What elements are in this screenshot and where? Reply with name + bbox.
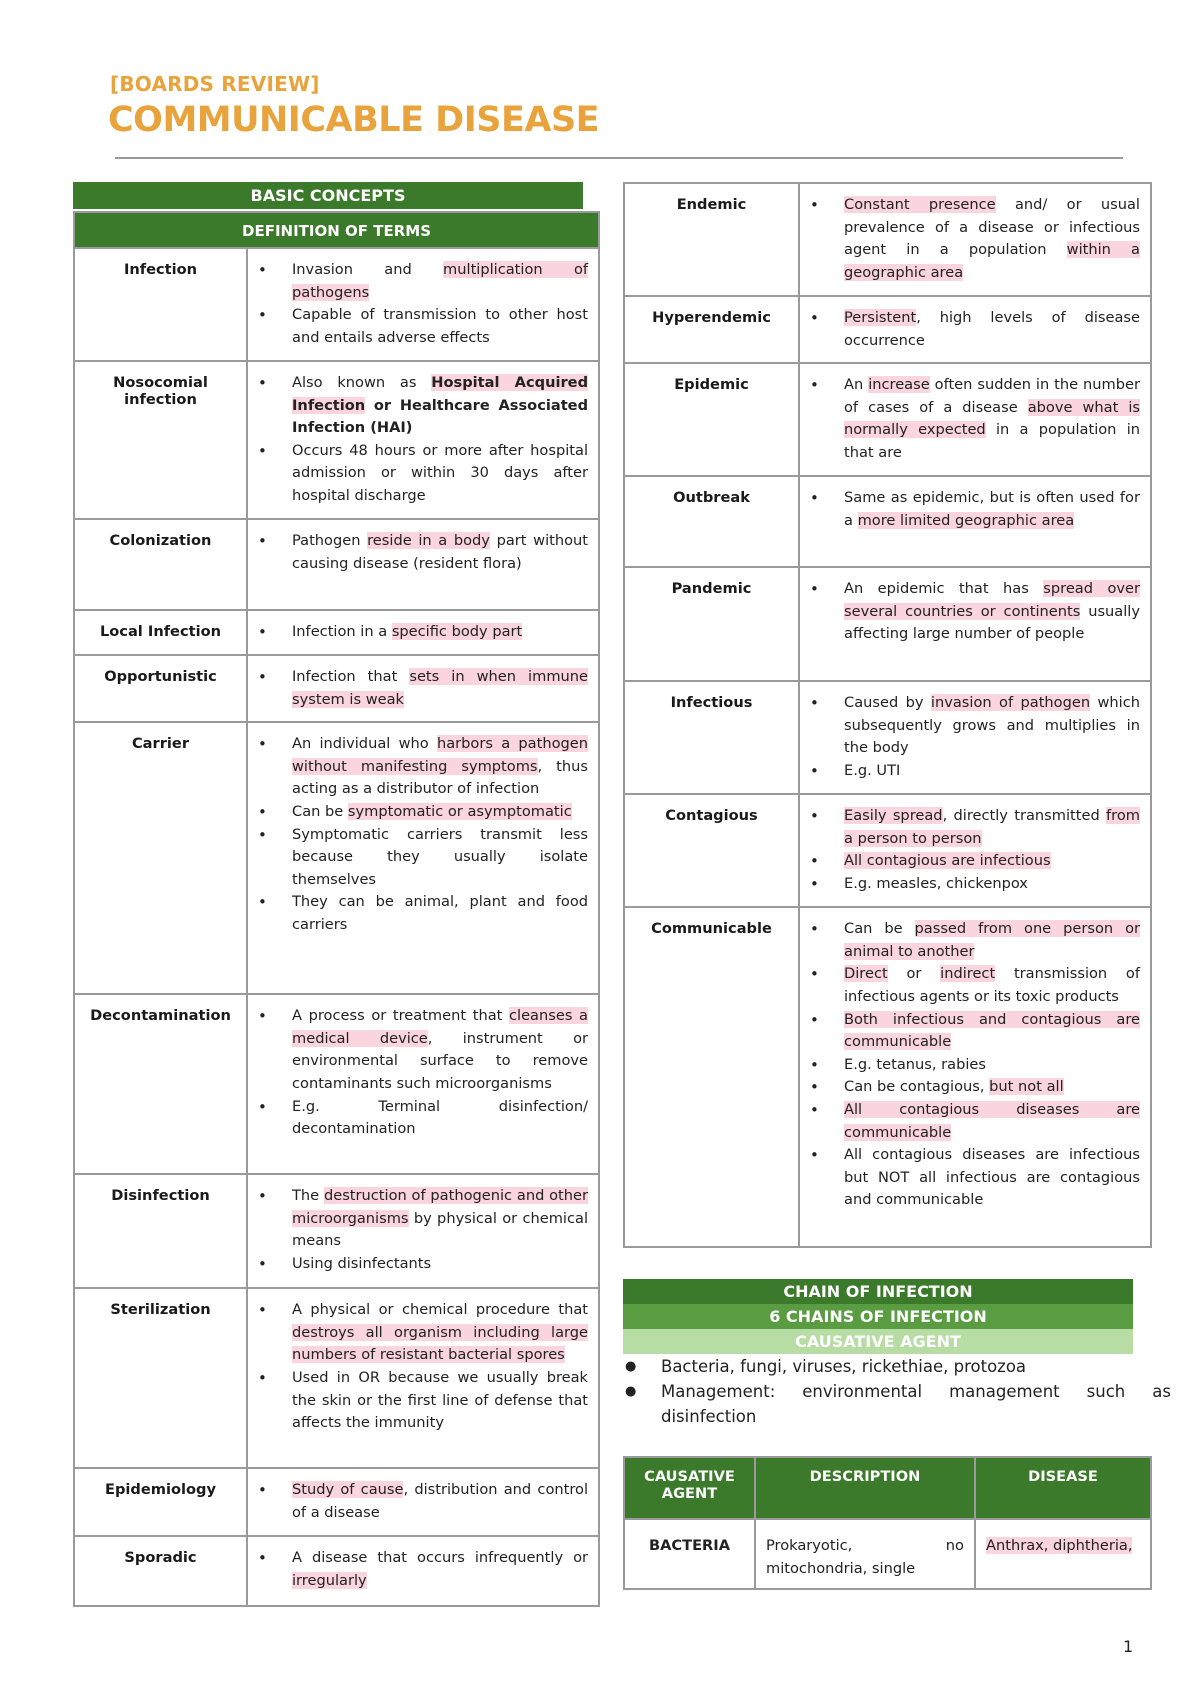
term-row-carrier <box>74 722 599 994</box>
definition-text: , high levels of disease occurrence <box>844 309 1140 349</box>
definition-text: or Healthcare Associated Infection (HAI) <box>292 396 589 437</box>
highlighted-text: Persistent <box>844 309 917 326</box>
definition-text: An <box>844 376 869 394</box>
column-header-disease: DISEASE <box>975 1457 1151 1519</box>
definition-list <box>258 1005 588 1141</box>
term-definition <box>799 907 1151 1247</box>
highlighted-text: but not all <box>989 1078 1064 1096</box>
term-row-opportunistic <box>74 655 599 722</box>
terms-table-left <box>73 211 600 1607</box>
definition-text: Infection that <box>292 668 410 685</box>
header-divider <box>115 157 1123 159</box>
term-label: Colonization <box>74 519 247 610</box>
terms-right-body <box>624 183 1151 1247</box>
term-row-communicable <box>624 907 1151 1247</box>
term-row-sporadic <box>74 1536 599 1606</box>
term-definition <box>799 567 1151 681</box>
definition-list <box>258 666 588 711</box>
list-item <box>292 1479 588 1524</box>
term-row-infection <box>74 248 599 361</box>
term-row-contagious <box>624 794 1151 907</box>
disease-highlight: Anthrax, diphtheria, <box>986 1537 1133 1554</box>
list-item <box>292 1096 588 1141</box>
list-item <box>844 1009 1140 1054</box>
causative-agent-list <box>623 1354 1171 1429</box>
list-item <box>844 194 1140 284</box>
list-item <box>844 805 1140 850</box>
term-row-infectious <box>624 681 1151 794</box>
definition-text: which subsequently grows and multiplies in the body <box>844 694 1140 757</box>
term-row-endemic <box>624 183 1151 296</box>
term-row-outbreak <box>624 476 1151 567</box>
list-item <box>844 963 1140 1008</box>
list-item <box>292 621 588 644</box>
term-row-epidemiology <box>74 1468 599 1536</box>
highlighted-text: reside in a body <box>367 532 490 549</box>
term-label: Communicable <box>624 907 799 1247</box>
highlighted-text: cleanses a medical device <box>292 1007 588 1047</box>
definition-text: transmission of infectious agents or its toxic products <box>844 965 1140 1005</box>
highlighted-text: All contagious diseases are communicable <box>844 1100 1140 1141</box>
table-row <box>624 1519 1151 1589</box>
highlighted-text: destruction of pathogenic and other microorganisms <box>292 1187 589 1227</box>
list-item <box>292 891 588 936</box>
highlighted-text: indirect <box>940 965 996 983</box>
definition-text: part without causing disease (resident flora) <box>292 532 589 572</box>
column-header-description: DESCRIPTION <box>755 1457 975 1519</box>
highlighted-text: Study of cause <box>292 1481 404 1499</box>
page-number: 1 <box>1123 1637 1134 1656</box>
list-item <box>292 259 588 304</box>
definition-text: Caused by <box>844 694 931 712</box>
term-definition <box>247 1174 599 1288</box>
term-label: Hyperendemic <box>624 296 799 363</box>
definition-text: often sudden in the number of cases of a disease <box>844 376 1140 416</box>
term-label: Outbreak <box>624 476 799 567</box>
term-definition <box>247 1288 599 1468</box>
highlighted-text: Easily spread <box>844 807 943 825</box>
term-definition <box>799 476 1151 567</box>
definition-list <box>810 194 1140 284</box>
header-kicker: [BOARDS REVIEW] <box>110 72 320 96</box>
list-item <box>844 1099 1140 1144</box>
term-label: Sporadic <box>74 1536 247 1606</box>
list-item <box>844 850 1140 873</box>
term-label: Sterilization <box>74 1288 247 1468</box>
highlighted-text: Constant presence <box>844 196 996 213</box>
definition-list <box>258 1547 588 1592</box>
term-definition <box>799 363 1151 476</box>
term-label: Endemic <box>624 183 799 296</box>
term-definition <box>247 1536 599 1606</box>
terms-table-right <box>623 182 1152 1248</box>
term-label: Contagious <box>624 794 799 907</box>
list-item <box>292 1253 588 1276</box>
list-item <box>292 824 588 892</box>
definition-list <box>810 578 1140 646</box>
definition-text: A physical or chemical procedure that <box>292 1301 589 1319</box>
list-item <box>292 1005 588 1095</box>
term-label: Decontamination <box>74 994 247 1174</box>
list-item <box>844 1076 1140 1099</box>
definition-text: in a population in that are <box>844 421 1141 461</box>
list-item <box>844 760 1140 783</box>
highlighted-text: specific body part <box>391 623 523 640</box>
term-label: Opportunistic <box>74 655 247 722</box>
definition-text: The <box>292 1187 324 1205</box>
term-row-hyperendemic <box>624 296 1151 363</box>
highlighted-text: more limited geographic area <box>857 511 1075 529</box>
definition-list <box>810 918 1140 1212</box>
column-header-causative-agent: CAUSATIVE AGENT <box>624 1457 755 1519</box>
highlighted-text: harbors a pathogen without manifesting symptoms <box>292 735 589 775</box>
definition-list <box>810 307 1140 352</box>
highlighted-text: invasion of pathogen <box>930 694 1091 712</box>
list-item <box>844 873 1140 896</box>
definition-text: Capable of transmission to other host and entails adverse effects <box>292 306 589 346</box>
definition-list <box>258 1479 588 1524</box>
list-item <box>844 307 1140 352</box>
term-definition <box>247 655 599 722</box>
highlighted-text: irregularly <box>292 1571 367 1589</box>
highlighted-text: Direct <box>844 965 888 983</box>
term-definition <box>247 610 599 655</box>
term-label: Pandemic <box>624 567 799 681</box>
term-definition <box>247 994 599 1174</box>
term-label: Disinfection <box>74 1174 247 1288</box>
term-label: Carrier <box>74 722 247 994</box>
terms-left-body <box>74 248 599 1606</box>
definition-text: E.g. UTI <box>844 761 901 779</box>
definition-text: Occurs 48 hours or more after hospital admission or within 30 days after hospital discharge <box>292 441 589 504</box>
list-item <box>292 1185 588 1253</box>
six-chains-banner: 6 CHAINS OF INFECTION <box>623 1304 1133 1329</box>
term-definition <box>799 794 1151 907</box>
list-item <box>844 918 1140 963</box>
term-row-disinfection <box>74 1174 599 1288</box>
list-item <box>844 578 1140 646</box>
highlighted-text: multiplication of pathogens <box>292 261 589 301</box>
highlighted-text: Hospital Acquired Infection <box>292 374 589 414</box>
list-item <box>844 374 1140 464</box>
list-item <box>292 372 588 440</box>
term-row-colonization <box>74 519 599 610</box>
term-row-epidemic <box>624 363 1151 476</box>
list-item <box>292 440 588 508</box>
definition-text: E.g. tetanus, rabies <box>844 1055 986 1073</box>
definition-list <box>258 1185 588 1275</box>
disease-cell <box>975 1519 1151 1589</box>
definition-list <box>258 1299 588 1435</box>
term-row-sterilization <box>74 1288 599 1468</box>
definition-text: Same as epidemic, but is often used for a <box>844 489 1140 529</box>
definition-text: , thus acting as a distributor of infection <box>292 757 588 798</box>
term-definition <box>247 248 599 361</box>
term-definition <box>799 296 1151 363</box>
list-item: ● Management: environmental management such as disinfection <box>661 1379 1171 1429</box>
term-label: Nosocomial infection <box>74 361 247 519</box>
definition-of-terms-header: DEFINITION OF TERMS <box>74 212 599 248</box>
definition-text: All contagious diseases are infectious but NOT all infectious are contagious and communicable <box>844 1146 1140 1209</box>
highlighted-text: within a geographic area <box>844 241 1140 281</box>
list-item <box>292 1299 588 1367</box>
definition-text: by physical or chemical means <box>292 1209 589 1250</box>
highlighted-text: destroys all organism including large numbers of resistant bacterial spores <box>292 1323 589 1364</box>
term-label: Local Infection <box>74 610 247 655</box>
causative-agent-table <box>623 1456 1152 1590</box>
definition-text: Can be <box>844 920 915 938</box>
definition-text: , distribution and control of a disease <box>292 1481 589 1521</box>
term-definition <box>247 361 599 519</box>
definition-text: , instrument or environmental surface to remove contaminants such microorganisms <box>292 1029 589 1092</box>
definition-text: An individual who <box>292 735 437 753</box>
definition-text: E.g. measles, chickenpox <box>844 874 1028 892</box>
definition-text: An epidemic that has <box>844 580 1044 598</box>
highlighted-text: spread over several countries or continents <box>844 580 1140 620</box>
highlighted-text: increase <box>868 376 930 394</box>
term-row-pandemic <box>624 567 1151 681</box>
definition-text: and/ or usual prevalence of a disease or infectious agent in a population <box>844 196 1140 259</box>
term-label: Infection <box>74 248 247 361</box>
highlighted-text: All contagious are infectious <box>844 852 1051 870</box>
highlighted-text: passed from one person or animal to another <box>844 920 1140 960</box>
definition-list <box>258 621 588 644</box>
term-row-decontamination <box>74 994 599 1174</box>
highlighted-text: symptomatic or asymptomatic <box>347 802 572 820</box>
highlighted-text: Both infectious and contagious are communicable <box>844 1010 1140 1051</box>
definition-text: A disease that occurs infrequently or <box>292 1549 589 1567</box>
term-definition <box>799 183 1151 296</box>
definition-list <box>258 259 588 349</box>
term-definition <box>247 722 599 994</box>
definition-list <box>810 487 1140 532</box>
highlighted-text: sets in when immune system is weak <box>292 668 589 708</box>
list-item <box>292 733 588 801</box>
definition-text: or <box>887 965 941 983</box>
definition-text: , directly transmitted <box>942 807 1107 825</box>
definition-list <box>258 372 588 508</box>
term-definition <box>247 519 599 610</box>
list-item <box>844 487 1140 532</box>
definition-text: Can be <box>292 802 348 820</box>
list-item <box>844 1054 1140 1077</box>
highlighted-text: from a person to person <box>844 807 1140 847</box>
agent-cell: BACTERIA <box>624 1519 755 1589</box>
highlighted-text: above what is normally expected <box>844 398 1140 439</box>
definition-text: They can be animal, plant and food carriers <box>292 893 589 933</box>
definition-list <box>810 692 1140 782</box>
definition-text: Infection in a <box>292 623 392 640</box>
definition-text: Also known as <box>292 374 432 391</box>
description-cell: Prokaryotic, no mitochondria, single <box>755 1519 975 1589</box>
list-item <box>292 801 588 824</box>
causative-agent-banner: CAUSATIVE AGENT <box>623 1329 1133 1354</box>
definition-list <box>258 530 588 575</box>
list-item <box>292 530 588 575</box>
list-item <box>844 1144 1140 1212</box>
definition-list <box>258 733 588 936</box>
term-label: Epidemic <box>624 363 799 476</box>
term-row-local-infection <box>74 610 599 655</box>
definition-text: E.g. Terminal disinfection/ decontamination <box>292 1097 589 1138</box>
list-item <box>292 1367 588 1435</box>
page-title: COMMUNICABLE DISEASE <box>108 100 600 140</box>
term-definition <box>799 681 1151 794</box>
list-item <box>844 692 1140 760</box>
definition-text: Pathogen <box>292 532 368 549</box>
definition-text: Using disinfectants <box>292 1254 432 1272</box>
definition-text: Can be contagious, <box>844 1078 990 1096</box>
term-label: Infectious <box>624 681 799 794</box>
definition-text: usually affecting large number of people <box>844 602 1140 643</box>
definition-text: Invasion and <box>292 261 444 278</box>
term-label: Epidemiology <box>74 1468 247 1536</box>
term-definition <box>247 1468 599 1536</box>
list-item <box>292 304 588 349</box>
definition-list <box>810 374 1140 464</box>
definition-text: A process or treatment that <box>292 1007 509 1025</box>
definition-text: Symptomatic carriers transmit less because they usually isolate themselves <box>292 825 589 888</box>
list-item <box>292 1547 588 1592</box>
definition-text: Used in OR because we usually break the skin or the first line of defense that affects the immunity <box>292 1368 589 1432</box>
chain-of-infection-banner: CHAIN OF INFECTION <box>623 1279 1133 1304</box>
list-item: ● Bacteria, fungi, viruses, rickethiae, protozoa <box>661 1354 1171 1379</box>
term-row-nosocomial-infection <box>74 361 599 519</box>
definition-list <box>810 805 1140 895</box>
list-item <box>292 666 588 711</box>
basic-concepts-banner: BASIC CONCEPTS <box>73 182 583 209</box>
